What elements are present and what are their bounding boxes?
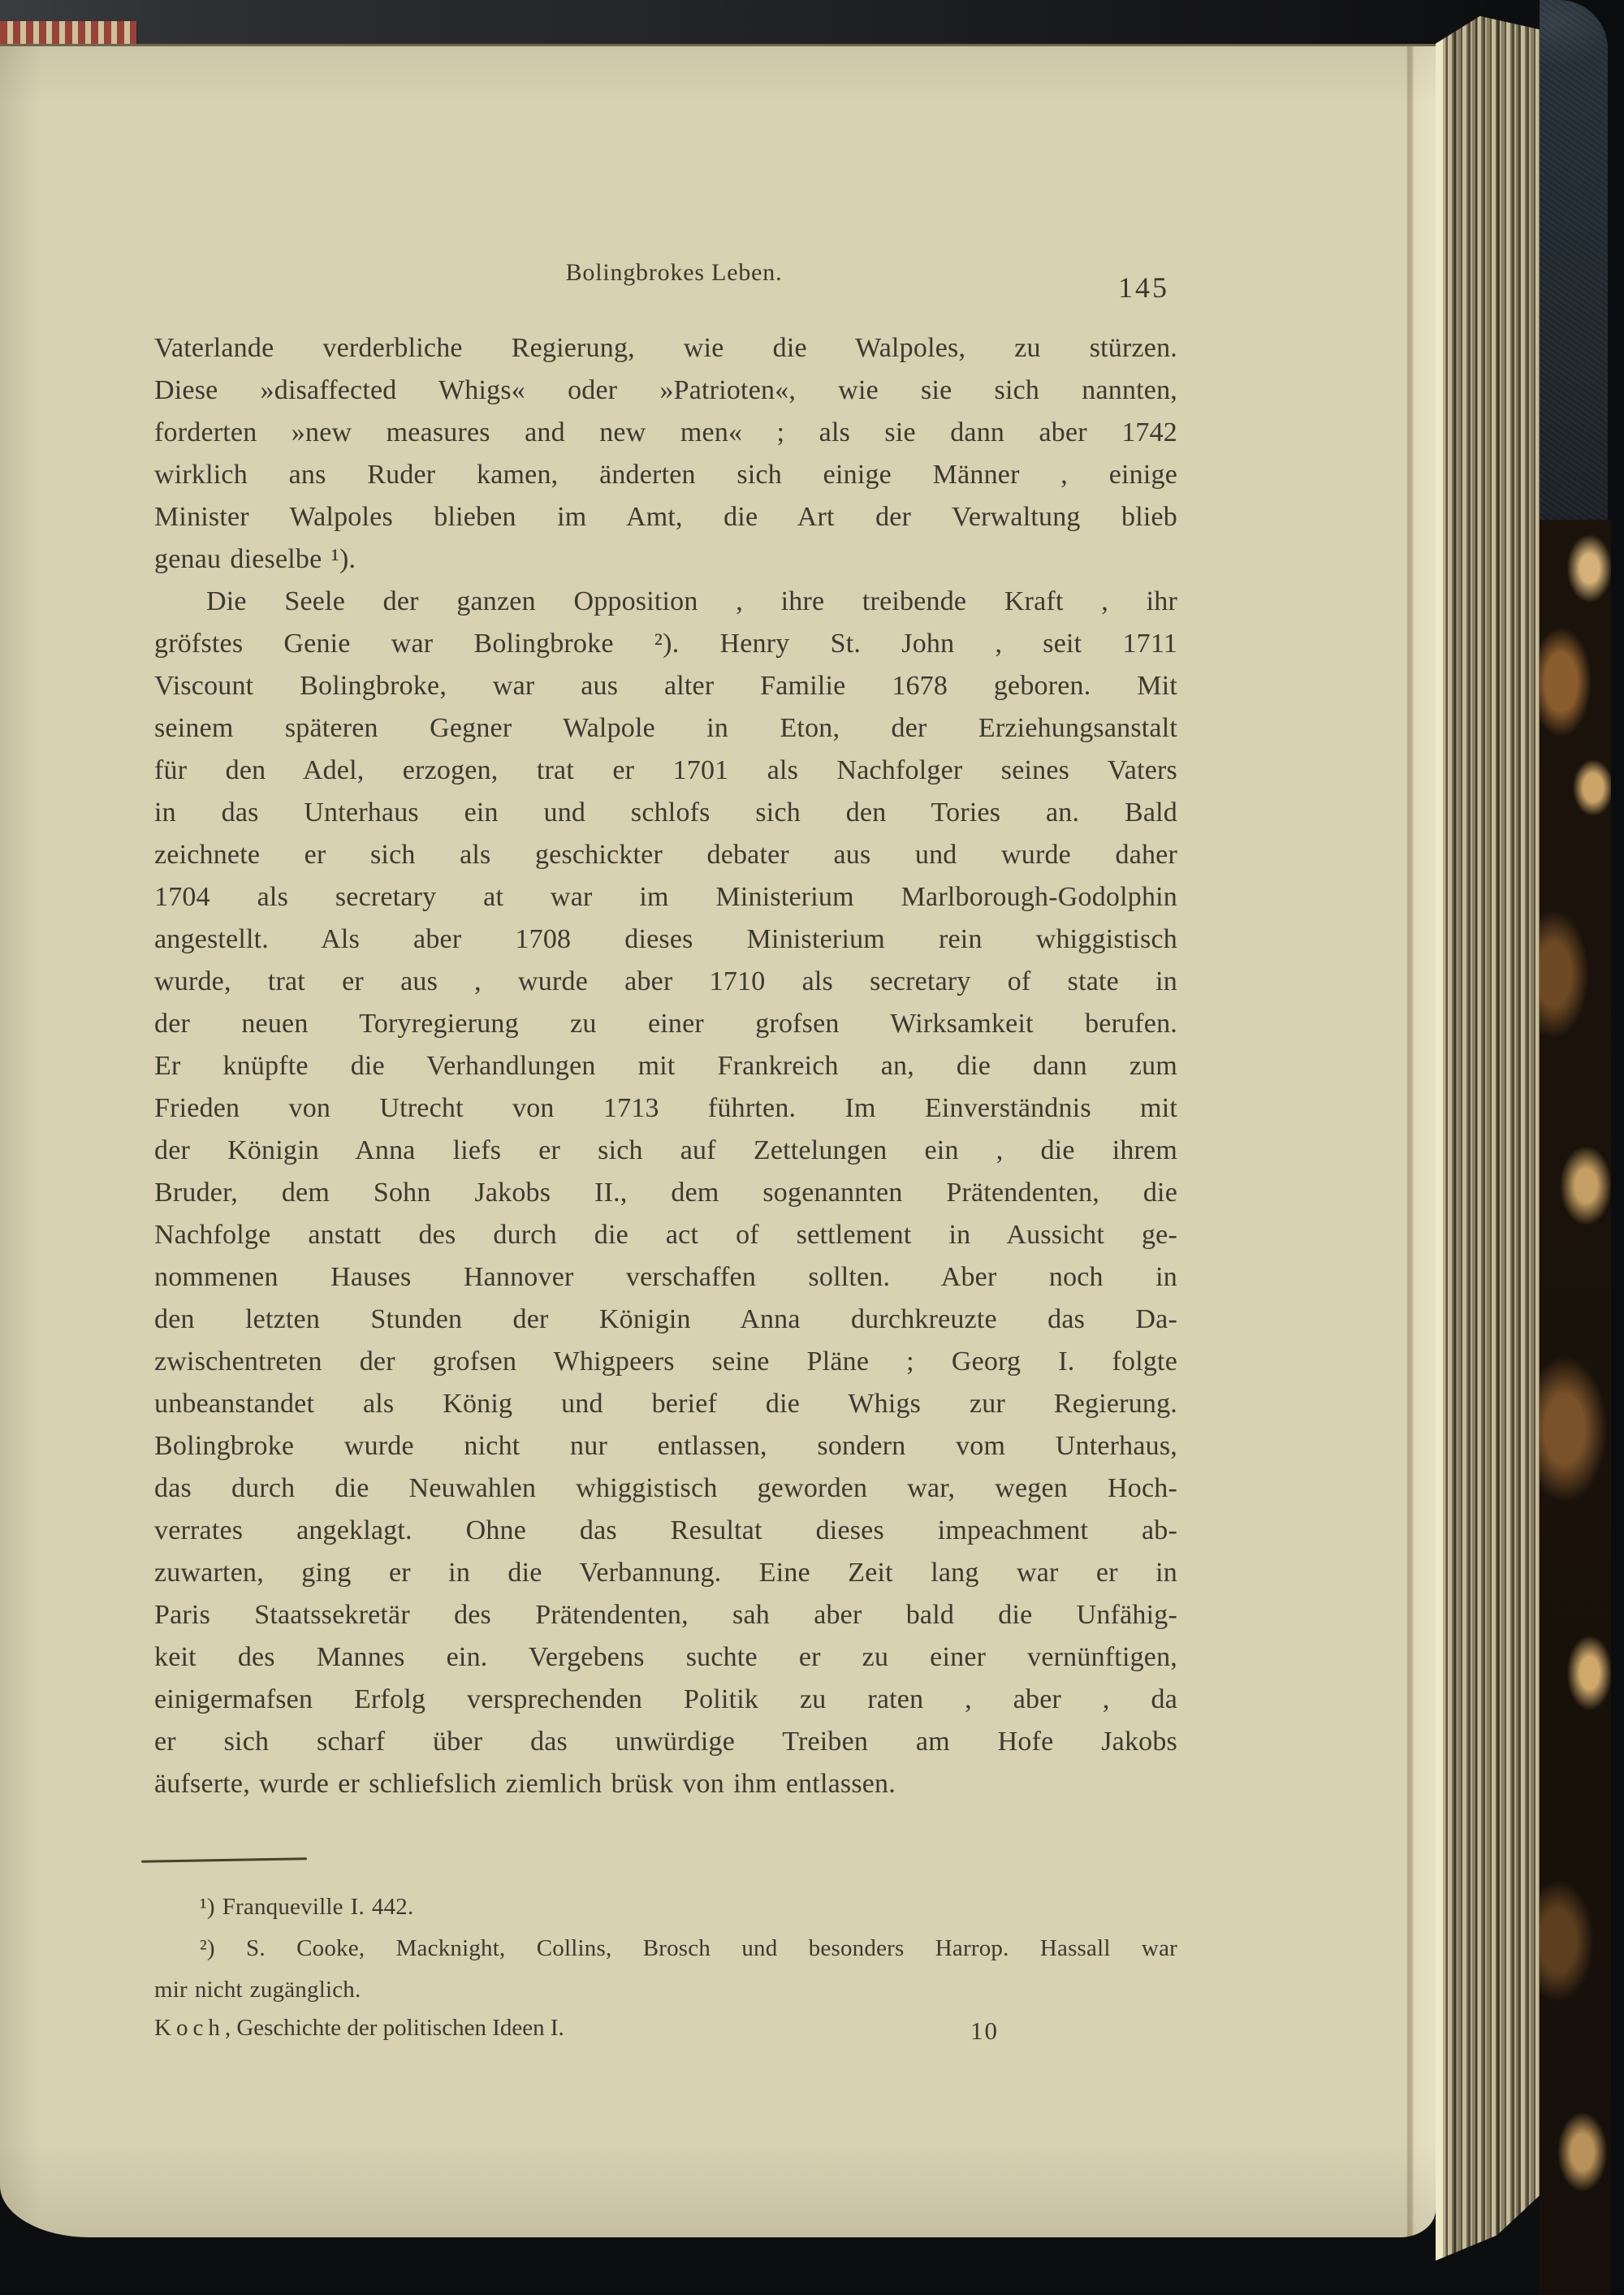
text-line: für den Adel, erzogen, trat er 1701 als Nachfolger seines Vaters <box>154 755 1177 785</box>
paragraph <box>154 327 1177 581</box>
text-line: ¹) Franqueville I. 442. <box>200 1894 414 1920</box>
running-title: Bolingbrokes Leben. <box>565 259 783 286</box>
text-line: nommenen Hauses Hannover verschaffen sollten. Aber noch in <box>154 1262 1177 1292</box>
sheet-number: 10 <box>970 2016 999 2045</box>
cover-marble-paper <box>1540 520 1611 2295</box>
paragraph <box>154 1928 1177 2011</box>
text-line: genau dieselbe ¹). <box>154 544 356 574</box>
text-line: Frieden von Utrecht von 1713 führten. Im Einverständnis mit <box>154 1093 1177 1123</box>
text-line: Nachfolge anstatt des durch die act of settlement in Aussicht ge- <box>154 1220 1177 1250</box>
text-line: keit des Mannes ein. Vergebens suchte er zu einer vernünftigen, <box>154 1642 1177 1672</box>
text-line: gröfstes Genie war Bolingbroke ²). Henry St. John , seit 1711 <box>154 629 1177 659</box>
text-line: Bolingbroke wurde nicht nur entlassen, sondern vom Unterhaus, <box>154 1431 1177 1461</box>
signature-author: Koch <box>154 2015 225 2041</box>
text-line: Bruder, dem Sohn Jakobs II., dem sogenannten Prätendenten, die <box>154 1178 1177 1208</box>
text-line: in das Unterhaus ein und schlofs sich den Tories an. Bald <box>154 797 1177 828</box>
cover-fabric <box>1540 0 1608 536</box>
body-text <box>154 327 1177 1805</box>
text-line: unbeanstandet als König und berief die Whigs zur Regierung. <box>154 1389 1177 1419</box>
text-line: das durch die Neuwahlen whiggistisch geworden war, wegen Hoch- <box>154 1473 1177 1503</box>
signature-work: , Geschichte der politischen Ideen I. <box>224 2015 564 2041</box>
page-number: 145 <box>1118 271 1169 304</box>
text-line: Viscount Bolingbroke, war aus alter Familie 1678 geboren. Mit <box>154 671 1177 701</box>
book-binding-top <box>0 0 1486 45</box>
text-line: äufserte, wurde er schliefslich ziemlich brüsk von ihm entlassen. <box>154 1769 896 1799</box>
text-line: der neuen Toryregierung zu einer grofsen Wirksamkeit berufen. <box>154 1009 1177 1039</box>
text-line: verrates angeklagt. Ohne das Resultat dieses impeachment ab- <box>154 1515 1177 1545</box>
signature-line <box>154 2015 1177 2057</box>
page-fore-edge <box>1436 0 1541 2295</box>
text-line: 1704 als secretary at war im Ministerium Marlborough-Godolphin <box>154 882 1177 912</box>
text-line: zwischentreten der grofsen Whigpeers seine Pläne ; Georg I. folgte <box>154 1346 1177 1377</box>
book-cover <box>1540 0 1624 2295</box>
text-line: zeichnete er sich als geschickter debater aus und wurde daher <box>154 840 1177 870</box>
text-line: ²) S. Cooke, Macknight, Collins, Brosch und besonders Harrop. Hassall war <box>200 1935 1177 1961</box>
paragraph <box>154 581 1177 1805</box>
text-line: der Königin Anna liefs er sich auf Zettelungen ein , die ihrem <box>154 1135 1177 1165</box>
paragraph <box>154 1887 1177 1928</box>
text-line: er sich scharf über das unwürdige Treiben am Hofe Jakobs <box>154 1727 1177 1757</box>
text-line: wurde, trat er aus , wurde aber 1710 als secretary of state in <box>154 966 1177 996</box>
text-line: Die Seele der ganzen Opposition , ihre treibende Kraft , ihr <box>206 586 1177 616</box>
text-line: seinem späteren Gegner Walpole in Eton, der Erziehungsanstalt <box>154 713 1177 743</box>
page-header <box>154 259 1177 304</box>
text-line: angestellt. Als aber 1708 dieses Ministerium rein whiggistisch <box>154 924 1177 954</box>
text-line: Diese »disaffected Whigs« oder »Patrioten«, wie sie sich nannten, <box>154 375 1177 405</box>
text-line: mir nicht zugänglich. <box>154 1977 361 2003</box>
text-line: Minister Walpoles blieben im Amt, die Art der Verwaltung blieb <box>154 502 1177 532</box>
text-line: zuwarten, ging er in die Verbannung. Eine Zeit lang war er in <box>154 1558 1177 1588</box>
text-line: den letzten Stunden der Königin Anna durchkreuzte das Da- <box>154 1304 1177 1334</box>
headband <box>0 21 136 44</box>
text-line: Vaterlande verderbliche Regierung, wie die Walpoles, zu stürzen. <box>154 333 1177 363</box>
text-line: wirklich ans Ruder kamen, änderten sich einige Männer , einige <box>154 460 1177 490</box>
footnotes <box>154 1887 1177 2011</box>
text-line: Paris Staatssekretär des Prätendenten, sah aber bald die Unfähig- <box>154 1600 1177 1630</box>
text-line: forderten »new measures and new men« ; als sie dann aber 1742 <box>154 417 1177 447</box>
book-page <box>0 44 1436 2237</box>
footnote-separator <box>141 1857 307 1863</box>
text-line: einigermafsen Erfolg versprechenden Politik zu raten , aber , da <box>154 1684 1177 1714</box>
text-line: Er knüpfte die Verhandlungen mit Frankreich an, die dann zum <box>154 1051 1177 1081</box>
